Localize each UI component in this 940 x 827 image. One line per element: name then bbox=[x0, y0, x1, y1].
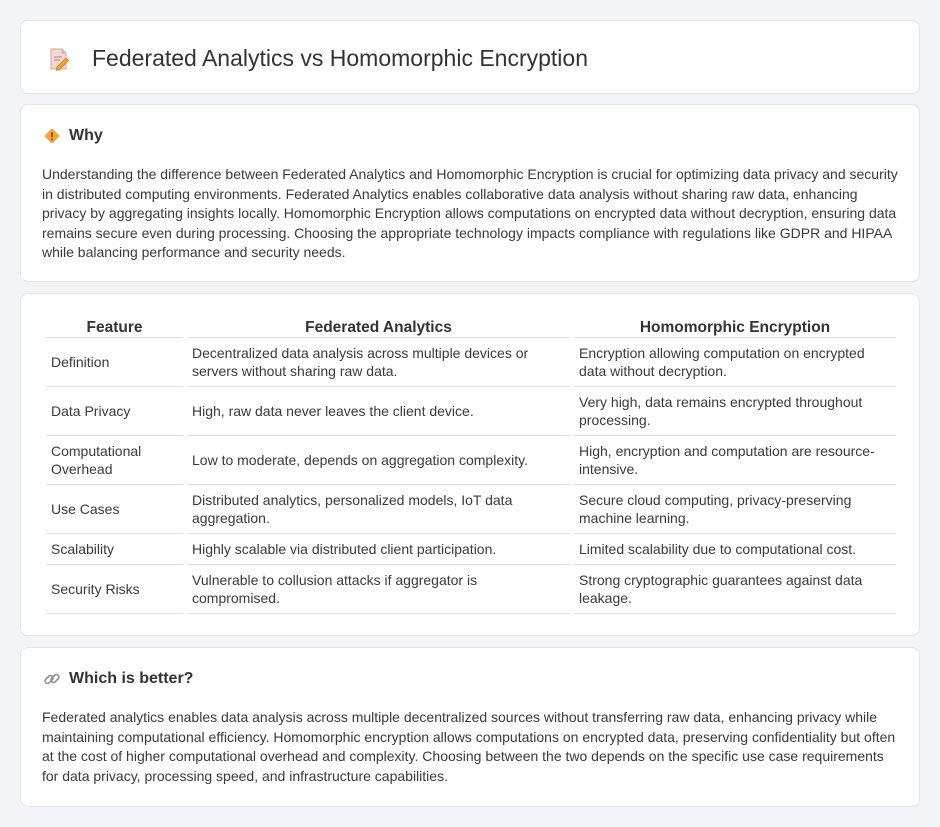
which-is-better-section bbox=[20, 647, 920, 807]
better-text: Federated analytics enables data analysis across multiple decentralized sources without transferring raw data, enhancing privacy while maintaining computational efficiency. Homomorphic encryption allows computations on encrypted data, preserving confidentiality but often at the cost of higher computational overhead and complexity. Choosing between the two depends on the specific use case requirements for data privacy, processing speed, and infrastructure capabilities. bbox=[42, 709, 896, 784]
why-heading bbox=[43, 127, 103, 145]
table-row bbox=[46, 387, 896, 436]
why-section bbox=[20, 104, 920, 282]
feature-cell: Definition bbox=[46, 338, 183, 387]
federated-cell: Decentralized data analysis across multiple devices or servers without sharing raw data. bbox=[187, 338, 570, 387]
feature-cell: Use Cases bbox=[46, 485, 183, 534]
feature-cell: Scalability bbox=[46, 534, 183, 565]
table-row bbox=[46, 565, 896, 614]
better-heading bbox=[43, 670, 193, 688]
table-header-row bbox=[46, 316, 896, 338]
why-text: Understanding the difference between Federated Analytics and Homomorphic Encryption is crucial for optimizing data privacy and security in distributed computing environments. Federated Analytics enables collaborative data analysis without sharing raw data, enhancing privacy by aggregating insights locally. Homomorphic Encryption allows computations on encrypted data without decryption, ensuring data remains secure even during processing. Choosing the appropriate technology impacts compliance with regulations like GDPR and HIPAA while balancing performance and security needs. bbox=[42, 166, 898, 261]
homomorphic-cell: High, encryption and computation are resource-intensive. bbox=[574, 436, 896, 485]
better-title: Which is better? bbox=[69, 670, 194, 687]
comparison-section bbox=[20, 293, 920, 636]
link-icon bbox=[43, 670, 61, 688]
page-title: Federated Analytics vs Homomorphic Encryption bbox=[92, 45, 588, 71]
federated-cell: High, raw data never leaves the client device. bbox=[187, 387, 570, 436]
federated-cell: Highly scalable via distributed client participation. bbox=[187, 534, 570, 565]
homomorphic-cell: Secure cloud computing, privacy-preserving machine learning. bbox=[574, 485, 896, 534]
table-row bbox=[46, 534, 896, 565]
table-row bbox=[46, 485, 896, 534]
header-feature: Feature bbox=[46, 316, 183, 338]
feature-cell: Computational Overhead bbox=[46, 436, 183, 485]
federated-cell: Vulnerable to collusion attacks if aggregator is compromised. bbox=[187, 565, 570, 614]
why-title: Why bbox=[69, 127, 103, 144]
federated-cell: Distributed analytics, personalized models, IoT data aggregation. bbox=[187, 485, 570, 534]
homomorphic-cell: Encryption allowing computation on encrypted data without decryption. bbox=[574, 338, 896, 387]
homomorphic-cell: Very high, data remains encrypted throughout processing. bbox=[574, 387, 896, 436]
header-homomorphic-encryption: Homomorphic Encryption bbox=[574, 316, 896, 338]
homomorphic-cell: Strong cryptographic guarantees against data leakage. bbox=[574, 565, 896, 614]
federated-cell: Low to moderate, depends on aggregation complexity. bbox=[187, 436, 570, 485]
table-row bbox=[46, 338, 896, 387]
header-card bbox=[20, 20, 920, 94]
document-pen-icon bbox=[48, 47, 70, 71]
feature-cell: Data Privacy bbox=[46, 387, 183, 436]
diamond-warning-icon bbox=[43, 127, 61, 145]
homomorphic-cell: Limited scalability due to computational cost. bbox=[574, 534, 896, 565]
feature-cell: Security Risks bbox=[46, 565, 183, 614]
header-federated-analytics: Federated Analytics bbox=[187, 316, 570, 338]
comparison-table bbox=[42, 316, 900, 614]
table-row bbox=[46, 436, 896, 485]
